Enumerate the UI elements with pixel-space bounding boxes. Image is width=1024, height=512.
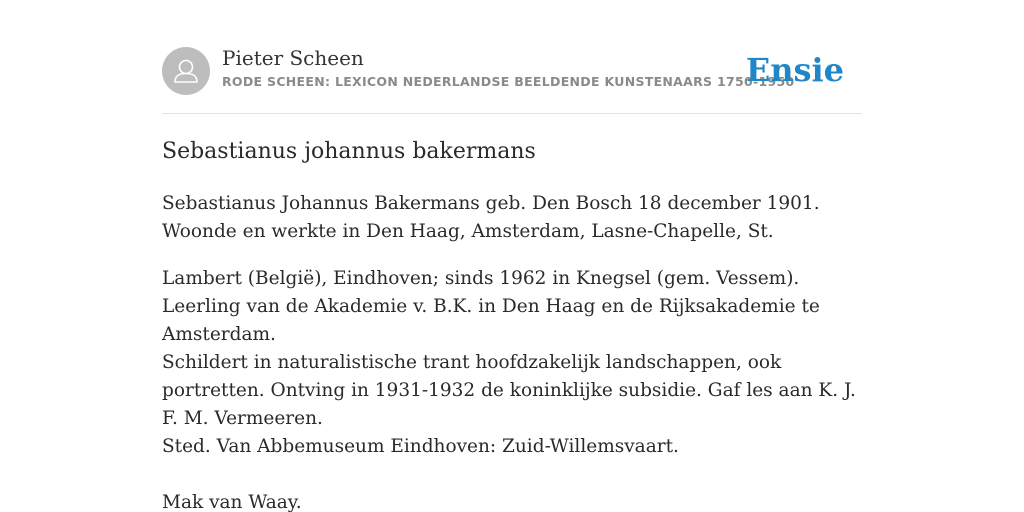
article-paragraph: Sted. Van Abbemuseum Eindhoven: Zuid-Willemsvaart. — [162, 436, 679, 457]
header — [162, 46, 862, 114]
article-paragraph: Lambert (België), Eindhoven; sinds 1962 in Knegsel (gem. Vessem). Leerling van de Akademie v. B.K. in Den Haag en de Rijksakademie te Amsterdam. — [162, 268, 820, 345]
header-divider — [162, 113, 862, 114]
brand-logo[interactable]: Ensie — [745, 51, 844, 89]
source-label[interactable]: RODE SCHEEN: LEXICON NEDERLANDSE BEELDENDE KUNSTENAARS 1750-1950 — [222, 74, 795, 89]
article-title: Sebastianus johannus bakermans — [162, 139, 536, 164]
user-silhouette-icon — [162, 47, 210, 95]
author-name[interactable]: Pieter Scheen — [222, 46, 364, 70]
article-paragraph: Mak van Waay. — [162, 492, 302, 512]
article-paragraph: Sebastianus Johannus Bakermans geb. Den Bosch 18 december 1901. Woonde en werkte in Den Haag, Amsterdam, Lasne-Chapelle, St. — [162, 193, 820, 242]
author-avatar[interactable] — [162, 47, 210, 95]
article-paragraph: Schildert in naturalistische trant hoofdzakelijk landschappen, ook portretten. Ontving in 1931-1932 de koninklijke subsidie. Gaf les aan K. J. F. M. Vermeeren. — [162, 352, 856, 429]
